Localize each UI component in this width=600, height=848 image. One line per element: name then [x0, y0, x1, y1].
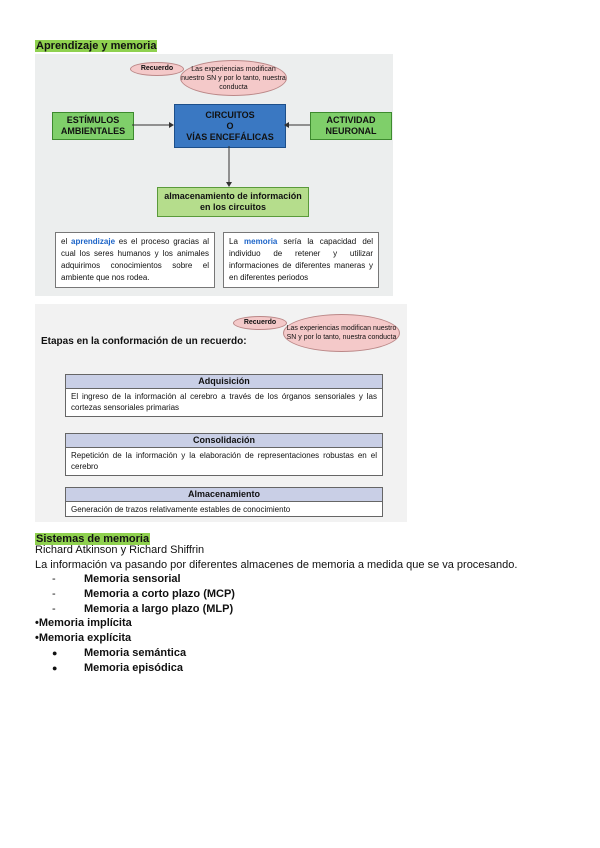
section-heading-sistemas: Sistemas de memoria [36, 533, 150, 545]
recuerdo-bubble-2: Las experiencias modifican nuestro SN y por lo tanto, nuestra conducta [283, 314, 400, 352]
explicit-memory: •Memoria explícita [35, 632, 132, 644]
recuerdo-tag: Recuerdo [130, 62, 184, 76]
recuerdo-bubble: Las experiencias modifican nuestro SN y por lo tanto, nuestra conducta [180, 60, 287, 96]
neural-activity-box: ACTIVIDAD NEURONAL [310, 112, 392, 140]
memory-stages-figure [35, 304, 407, 522]
list-item: - Memoria sensorial [52, 573, 181, 585]
intro-text: La información va pasando por diferentes almacenes de memoria a medida que se va procesando. [35, 559, 518, 571]
list-item: ● Memoria episódica [52, 662, 184, 674]
stage-acquisition-desc: El ingreso de la información al cerebro a través de los órganos sensoriales y las cortezas sensoriales primarias [65, 389, 383, 417]
stimuli-box: ESTÍMULOS AMBIENTALES [52, 112, 134, 140]
stage-acquisition-title: Adquisición [65, 374, 383, 389]
storage-box: almacenamiento de información en los circuitos [157, 187, 309, 217]
implicit-memory: •Memoria implícita [35, 617, 132, 629]
section-heading-aprendizaje: Aprendizaje y memoria [36, 40, 157, 52]
memory-definition: La memoria sería la capacidad del individuo de retener y utilizar informaciones de diferentes maneras y en diferentes periodos [223, 232, 379, 288]
stage-consolidation-title: Consolidación [65, 433, 383, 448]
recuerdo-tag-2: Recuerdo [233, 316, 287, 330]
stage-consolidation-desc: Repetición de la información y la elaboración de representaciones robustas en el cerebro [65, 448, 383, 476]
circuits-box: CIRCUITOS O VÍAS ENCEFÁLICAS [174, 104, 286, 148]
list-item: - Memoria a largo plazo (MLP) [52, 603, 234, 615]
learning-memory-figure [35, 54, 393, 296]
authors: Richard Atkinson y Richard Shiffrin [35, 544, 205, 556]
stages-title: Etapas en la conformación de un recuerdo: [41, 336, 247, 347]
stage-storage-title: Almacenamiento [65, 487, 383, 502]
learning-definition: el aprendizaje es el proceso gracias al cual los seres humanos y los animales adquirimos conocimientos sobre el ambiente que nos rodea. [55, 232, 215, 288]
list-item: - Memoria a corto plazo (MCP) [52, 588, 235, 600]
stage-storage-desc: Generación de trazos relativamente estables de conocimiento [65, 502, 383, 517]
list-item: ● Memoria semántica [52, 647, 187, 659]
